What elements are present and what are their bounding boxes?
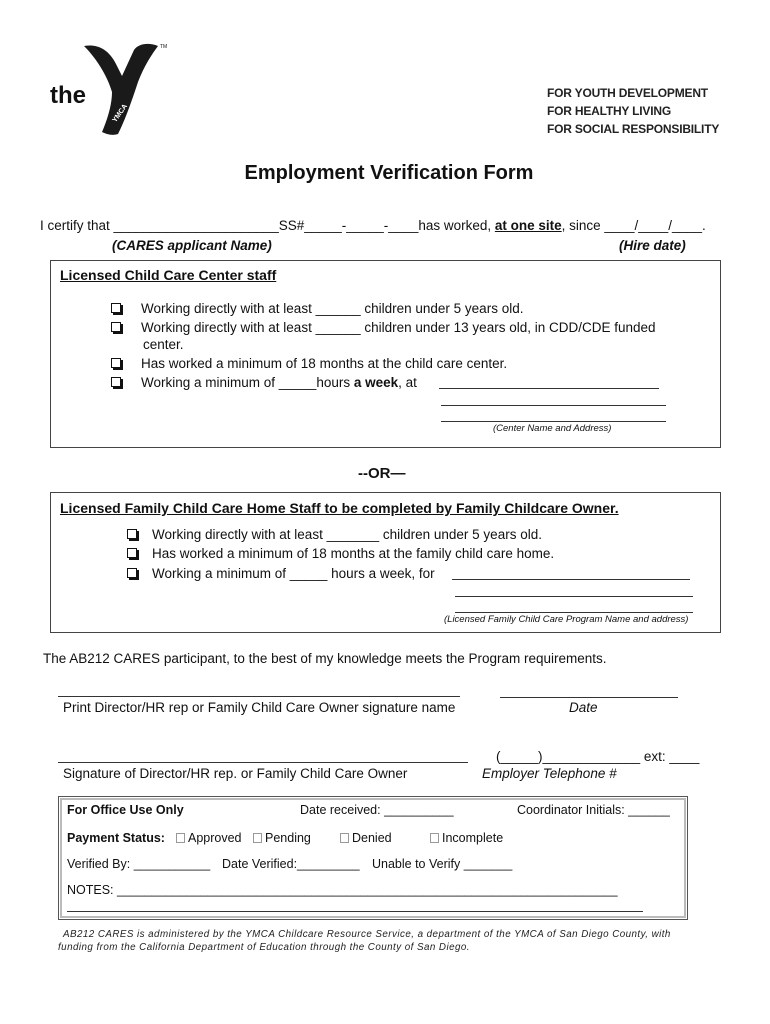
checkbox[interactable] [127,568,137,578]
center-item-text: Working directly with at least ______ children under 13 years old, in CDD/CDE funded [141,320,656,335]
checkbox-icon [176,833,185,843]
family-item-text: Working directly with at least _______ children under 5 years old. [152,527,542,542]
center-item-2 [111,320,656,335]
trademark: TM [160,44,168,50]
signature-label: Signature of Director/HR rep. or Family Child Care Owner [63,766,408,781]
phone-field[interactable]: (_____)_____________ ext: ____ [496,749,700,764]
center-staff-section [50,260,721,448]
center-item-text: Working directly with at least ______ children under 5 years old. [141,301,524,316]
center-item-text: Has worked a minimum of 18 months at the child care center. [141,356,508,371]
certify-suffix: , since ____/____/____. [561,218,706,233]
footer-line-1: AB212 CARES is administered by the YMCA Childcare Resource Service, a department of the YMCA of San Diego County, with [63,929,671,940]
status-label: Approved [188,831,242,845]
family-address-line-2[interactable] [455,596,693,597]
center-item-1 [111,301,523,316]
center-address-line-2[interactable] [441,405,666,406]
family-address-label: (Licensed Family Child Care Program Name and address) [444,614,689,625]
center-address-line-1[interactable] [439,388,659,389]
signature-line[interactable] [58,762,468,763]
verified-by[interactable]: Verified By: ___________ [67,857,211,871]
notes-line-2[interactable] [67,911,643,912]
print-name-line[interactable] [58,696,460,697]
tagline-2: FOR HEALTHY LIVING [547,104,671,118]
status-approved[interactable] [176,831,242,845]
status-incomplete[interactable] [430,831,503,845]
checkbox[interactable] [111,303,121,313]
checkbox[interactable] [127,548,137,558]
office-use-box [58,796,688,920]
date-verified[interactable]: Date Verified:_________ [222,857,360,871]
family-address-line-1[interactable] [452,579,690,580]
date-received[interactable]: Date received: __________ [300,803,454,817]
unable-to-verify[interactable]: Unable to Verify _______ [372,857,513,871]
status-label: Incomplete [442,831,504,845]
center-item-2-cont: center. [143,337,184,352]
logo-word: the [50,82,86,109]
status-label: Denied [352,831,392,845]
requirements-statement: The AB212 CARES participant, to the best of my knowledge meets the Program requirements. [43,651,607,666]
or-divider: --OR— [358,465,406,482]
center-address-line-3[interactable] [441,421,666,422]
center-item-text: Working a minimum of _____hours [141,375,354,390]
print-name-label: Print Director/HR rep or Family Child Care Owner signature name [63,700,456,715]
footer-line-2: funding from the California Department of Education through the County of San Diego. [58,942,470,953]
payment-status-label: Payment Status: [67,831,165,845]
checkbox[interactable] [127,529,137,539]
coordinator-initials[interactable]: Coordinator Initials: ______ [517,803,670,817]
office-title: For Office Use Only [67,803,184,817]
at-one-site: at one site [494,218,562,233]
center-address-label: (Center Name and Address) [493,423,612,434]
date-label: Date [569,700,598,715]
family-address-line-3[interactable] [455,612,693,613]
hire-date-label: (Hire date) [619,238,686,253]
a-week-bold: a week [353,375,399,390]
ymca-logo [48,42,178,138]
family-item-text: Has worked a minimum of 18 months at the family child care home. [152,546,555,561]
center-section-title: Licensed Child Care Center staff [60,267,277,283]
checkbox[interactable] [111,358,121,368]
certify-line [40,218,706,233]
phone-label: Employer Telephone # [482,766,617,781]
status-pending[interactable] [253,831,311,845]
checkbox-icon [430,833,439,843]
y-logo-icon [82,42,162,136]
notes-field[interactable]: NOTES: ________________________________________________________________________ [67,883,618,897]
family-staff-section [50,492,721,633]
family-item-3 [127,566,435,581]
logo-small-text: YMCA [111,103,130,124]
date-line[interactable] [500,697,678,698]
tagline-1: FOR YOUTH DEVELOPMENT [547,86,708,100]
status-denied[interactable] [340,831,392,845]
applicant-name-label: (CARES applicant Name) [112,238,272,253]
center-item-3 [111,356,507,371]
status-label: Pending [265,831,311,845]
family-item-text: Working a minimum of _____ hours a week, for [152,566,435,581]
checkbox-icon [340,833,349,843]
checkbox[interactable] [111,377,121,387]
family-item-2 [127,546,554,561]
tagline-block [547,84,719,138]
family-item-1 [127,527,542,542]
tagline-3: FOR SOCIAL RESPONSIBILITY [547,122,720,136]
center-item-4 [111,375,417,390]
family-section-title: Licensed Family Child Care Home Staff to be completed by Family Childcare Owner. [60,500,619,516]
page-title: Employment Verification Form [244,162,534,184]
certify-prefix: I certify that ______________________SS#_____-_____-____has worked, [40,218,495,233]
checkbox-icon [253,833,262,843]
at-text: , at [398,375,417,390]
checkbox[interactable] [111,322,121,332]
